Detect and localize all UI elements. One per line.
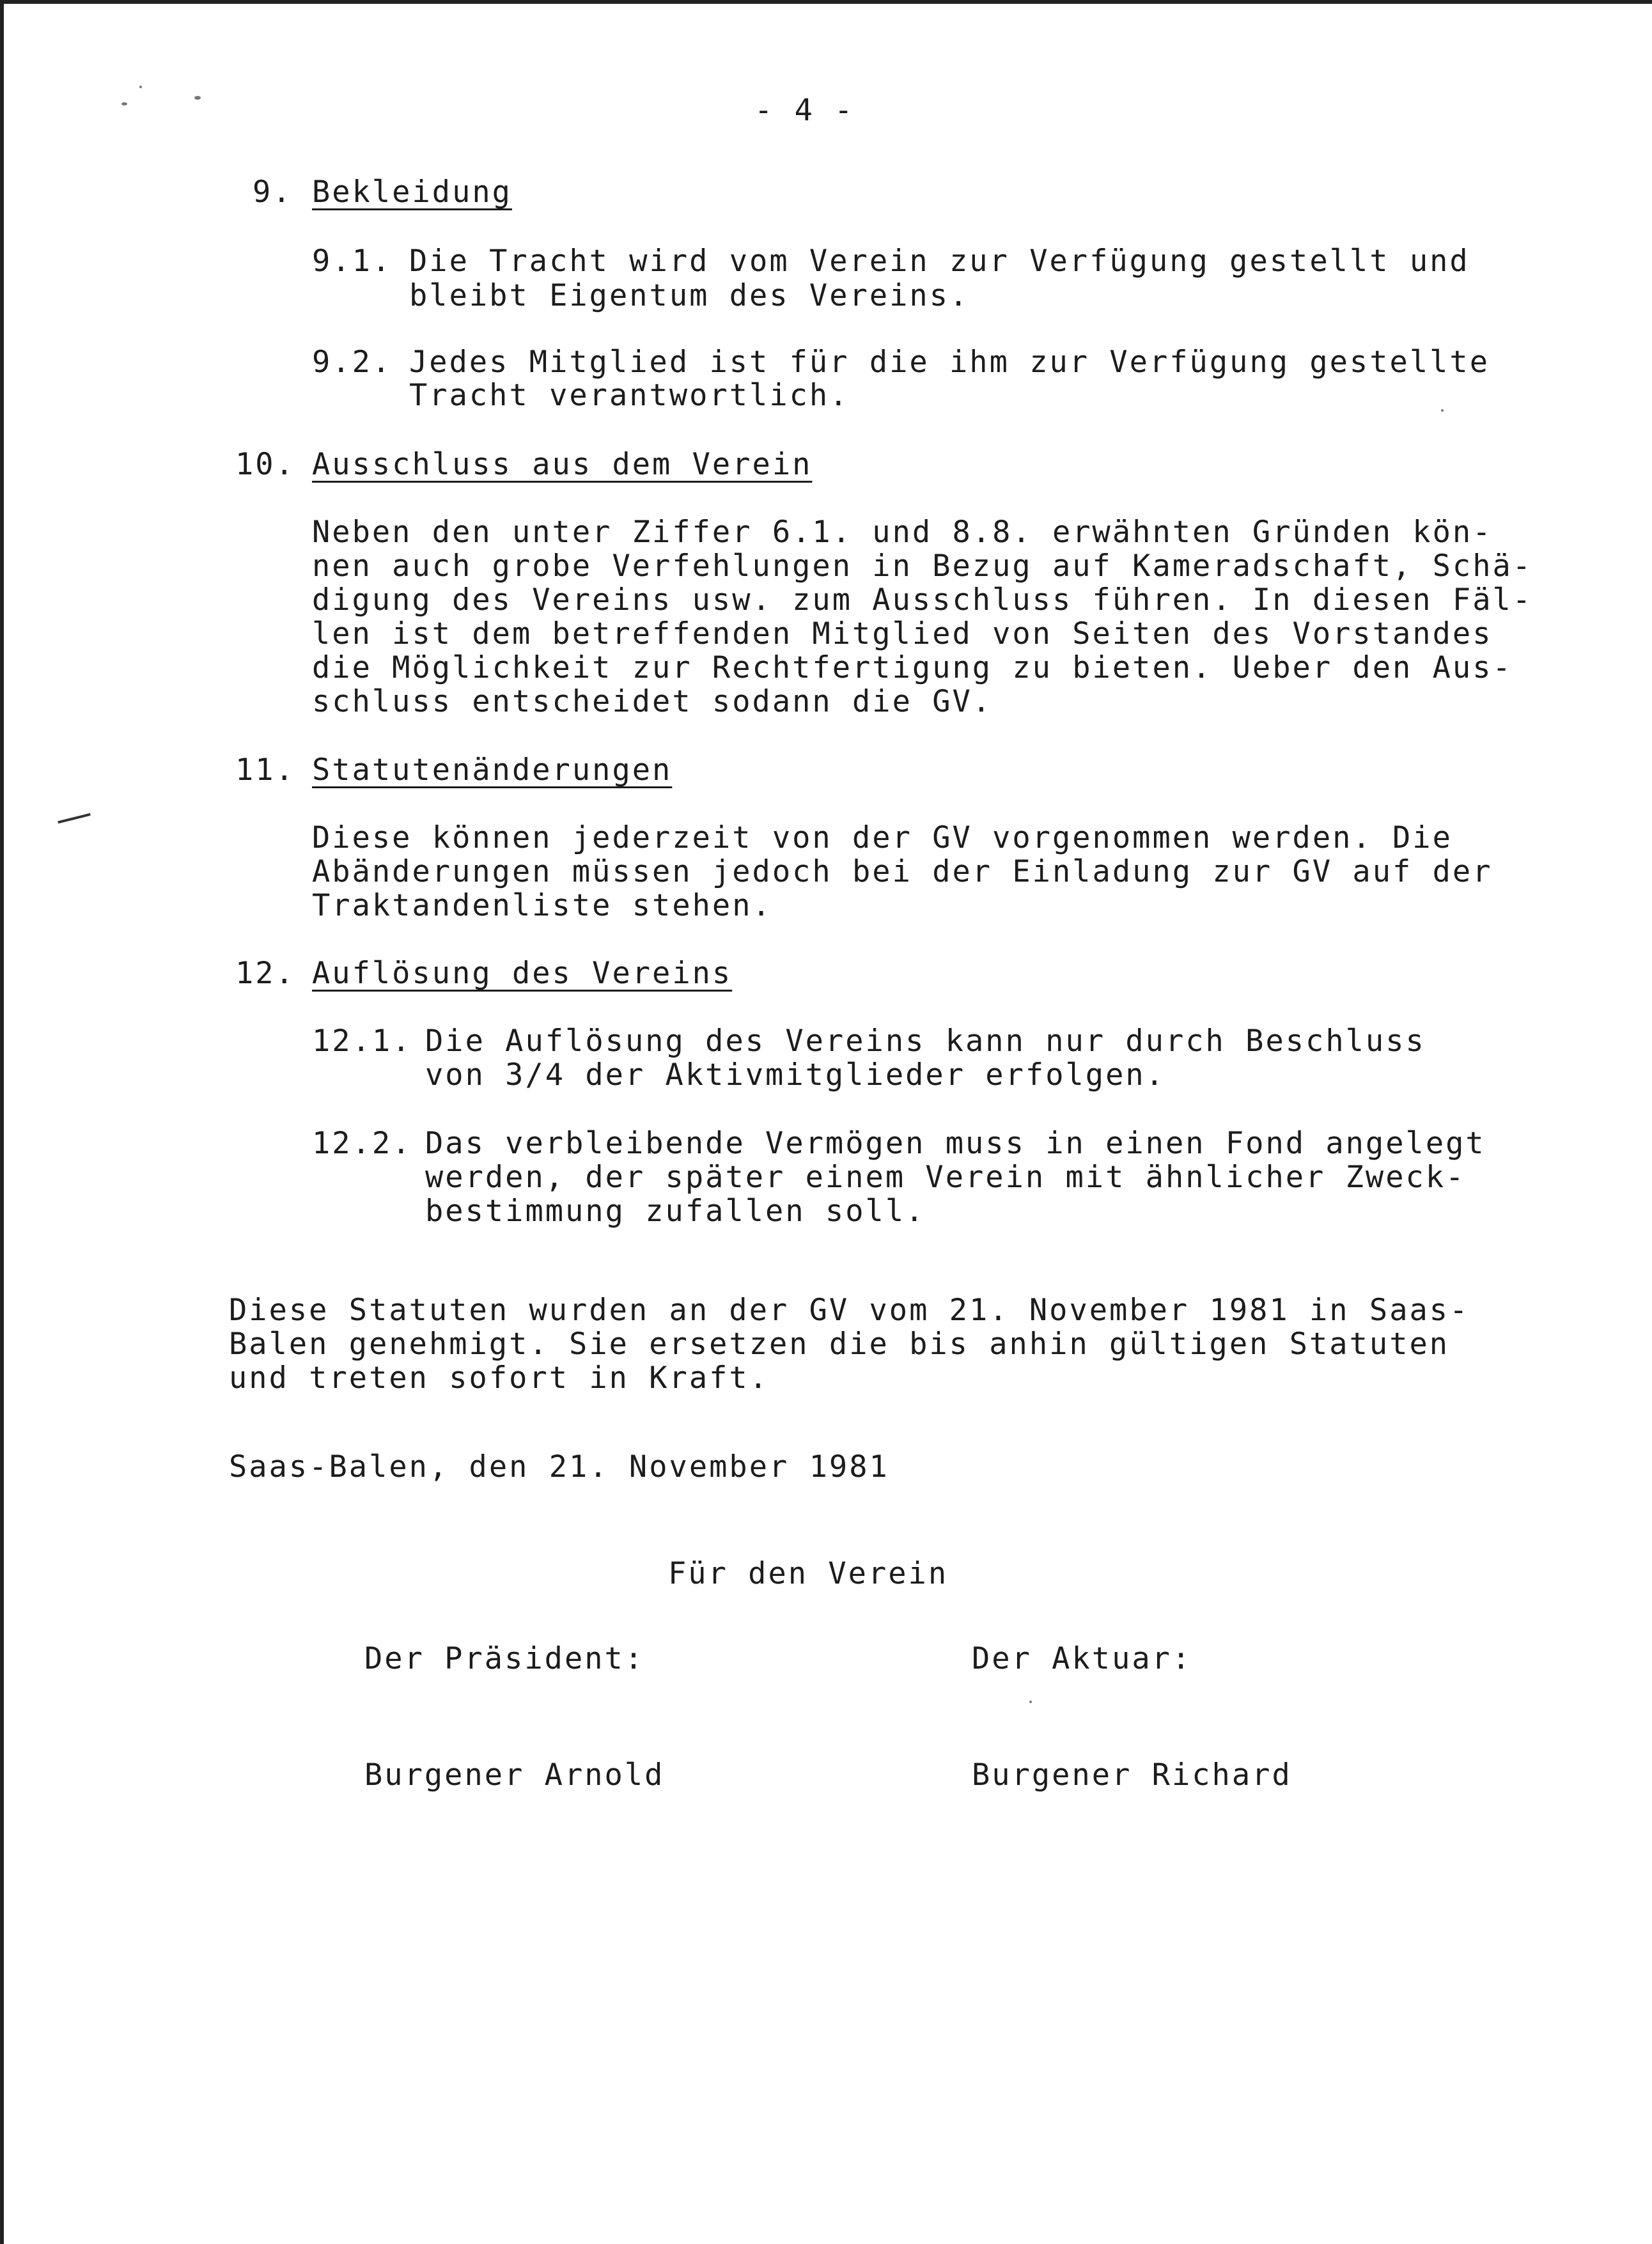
closing-line: Balen genehmigt. Sie ersetzen die bis anhin gültigen Statuten xyxy=(229,1327,1450,1362)
paragraph-line: Abänderungen müssen jedoch bei der Einladung zur GV auf der xyxy=(312,854,1493,889)
section-number: 12. xyxy=(235,956,295,991)
signature-name-right: Burgener Richard xyxy=(972,1757,1292,1793)
section-number: 10. xyxy=(235,447,295,482)
section-number: 9. xyxy=(253,175,293,210)
scan-mark xyxy=(58,813,90,823)
place-date: Saas-Balen, den 21. November 1981 xyxy=(229,1449,889,1484)
paragraph-line: die Möglichkeit zur Rechtfertigung zu bieten. Ueber den Aus- xyxy=(312,650,1513,685)
item-line: von 3/4 der Aktivmitglieder erfolgen. xyxy=(425,1057,1165,1093)
scan-speck xyxy=(1029,1701,1032,1703)
paragraph-line: digung des Vereins usw. zum Ausschluss führen. In diesen Fäl- xyxy=(312,582,1533,618)
signature-role-left: Der Präsident: xyxy=(364,1641,645,1676)
section-heading: Statutenänderungen xyxy=(312,752,673,788)
scan-border-top xyxy=(0,0,1652,4)
item-number: 12.1. xyxy=(312,1024,412,1059)
signature-name-left: Burgener Arnold xyxy=(364,1757,665,1793)
item-number: 9.2. xyxy=(312,345,393,380)
closing-line: und treten sofort in Kraft. xyxy=(229,1360,770,1396)
scan-border-left xyxy=(0,0,4,2244)
scan-speck xyxy=(121,102,127,105)
section-heading: Auflösung des Vereins xyxy=(312,956,733,991)
paragraph-line: Neben den unter Ziffer 6.1. und 8.8. erwähnten Gründen kön- xyxy=(312,515,1493,550)
item-line: werden, der später einem Verein mit ähnlicher Zweck- xyxy=(425,1160,1466,1195)
signature-role-right: Der Aktuar: xyxy=(972,1641,1192,1676)
paragraph-line: Traktandenliste stehen. xyxy=(312,888,772,923)
item-line: bleibt Eigentum des Vereins. xyxy=(409,278,970,313)
item-line: Tracht verantwortlich. xyxy=(409,378,850,413)
item-number: 12.2. xyxy=(312,1126,412,1161)
scan-speck xyxy=(194,96,201,100)
paragraph-line: Diese können jederzeit von der GV vorgenommen werden. Die xyxy=(312,820,1453,855)
signature-heading: Für den Verein xyxy=(668,1556,949,1591)
item-line: Das verbleibende Vermögen muss in einen Fond angelegt xyxy=(425,1126,1486,1161)
section-heading: Bekleidung xyxy=(312,175,512,210)
item-line: Die Auflösung des Vereins kann nur durch Beschluss xyxy=(425,1024,1426,1059)
paragraph-line: nen auch grobe Verfehlungen in Bezug auf Kameradschaft, Schä- xyxy=(312,549,1533,584)
paragraph-line: len ist dem betreffenden Mitglied von Seiten des Vorstandes xyxy=(312,616,1493,651)
paragraph-line: schluss entscheidet sodann die GV. xyxy=(312,684,993,719)
closing-line: Diese Statuten wurden an der GV vom 21. November 1981 in Saas- xyxy=(229,1293,1470,1328)
item-number: 9.1. xyxy=(312,244,393,279)
item-line: bestimmung zufallen soll. xyxy=(425,1194,926,1229)
section-number: 11. xyxy=(235,752,295,788)
item-line: Die Tracht wird vom Verein zur Verfügung gestellt und xyxy=(409,244,1470,279)
page-number: - 4 - xyxy=(754,93,855,128)
item-line: Jedes Mitglied ist für die ihm zur Verfügung gestellte xyxy=(409,345,1490,380)
scan-speck xyxy=(139,86,142,88)
section-heading: Ausschluss aus dem Verein xyxy=(312,447,813,482)
scan-speck xyxy=(1441,409,1444,412)
